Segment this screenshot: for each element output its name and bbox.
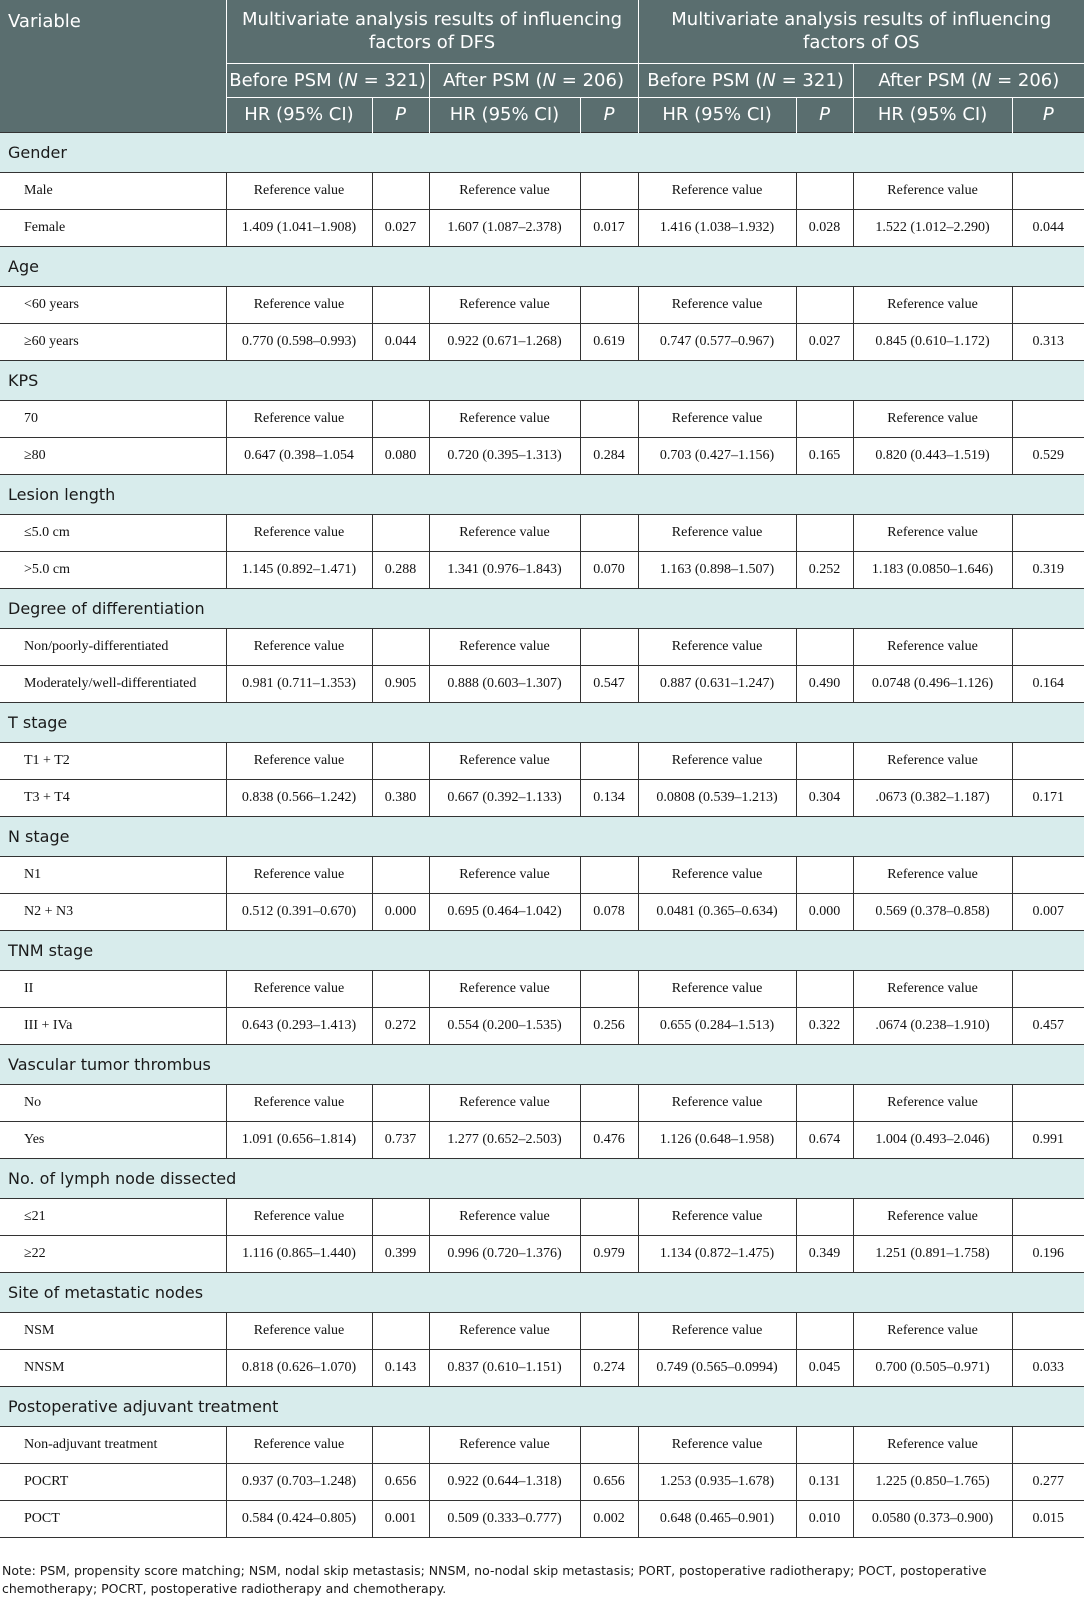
- row-label: POCT: [0, 1500, 226, 1537]
- empty-p-cell: [796, 172, 853, 209]
- p-value-cell: 0.277: [1012, 1463, 1084, 1500]
- hr-cell: 0.647 (0.398–1.054: [226, 437, 372, 474]
- reference-cell: Reference value: [429, 286, 580, 323]
- empty-p-cell: [1012, 856, 1084, 893]
- section-row-age: [0, 246, 1084, 286]
- empty-p-cell: [372, 970, 429, 1007]
- row-label: ≥60 years: [0, 323, 226, 360]
- table-row: [0, 437, 1084, 474]
- p-value-cell: 0.000: [796, 893, 853, 930]
- hr-column-header: HR (95% CI): [853, 97, 1012, 132]
- table-footnote: Note: PSM, propensity score matching; NSM, nodal skip metastasis; NNSM, no-nodal skip metastasis; PORT, postoperative radiotherapy; POCT, postoperative chemotherapy; POCRT, postoperative radiotherapy and chemotherapy.: [2, 1563, 987, 1596]
- empty-p-cell: [580, 400, 638, 437]
- reference-cell: Reference value: [638, 1426, 796, 1463]
- section-title: Lesion length: [0, 474, 1084, 514]
- dfs-after-psm-header: After PSM (N = 206): [429, 63, 638, 97]
- hr-cell: 0.818 (0.626–1.070): [226, 1349, 372, 1386]
- reference-cell: Reference value: [226, 514, 372, 551]
- reference-cell: Reference value: [853, 1198, 1012, 1235]
- hr-cell: 0.922 (0.671–1.268): [429, 323, 580, 360]
- empty-p-cell: [796, 1198, 853, 1235]
- p-value-cell: 0.044: [372, 323, 429, 360]
- empty-p-cell: [1012, 400, 1084, 437]
- empty-p-cell: [372, 172, 429, 209]
- reference-cell: Reference value: [226, 970, 372, 1007]
- p-value-cell: 0.656: [580, 1463, 638, 1500]
- hr-cell: 1.145 (0.892–1.471): [226, 551, 372, 588]
- table-row: [0, 551, 1084, 588]
- p-value-cell: 0.288: [372, 551, 429, 588]
- reference-cell: Reference value: [638, 742, 796, 779]
- empty-p-cell: [372, 1426, 429, 1463]
- reference-cell: Reference value: [853, 856, 1012, 893]
- table-row: [0, 742, 1084, 779]
- reference-cell: Reference value: [226, 400, 372, 437]
- reference-cell: Reference value: [429, 742, 580, 779]
- hr-cell: 1.091 (0.656–1.814): [226, 1121, 372, 1158]
- empty-p-cell: [372, 628, 429, 665]
- empty-p-cell: [796, 628, 853, 665]
- row-label: Non/poorly-differentiated: [0, 628, 226, 665]
- hr-cell: 1.277 (0.652–2.503): [429, 1121, 580, 1158]
- row-label: N1: [0, 856, 226, 893]
- hr-cell: 0.720 (0.395–1.313): [429, 437, 580, 474]
- hr-cell: 1.163 (0.898–1.507): [638, 551, 796, 588]
- reference-cell: Reference value: [638, 400, 796, 437]
- p-column-header: P: [1012, 97, 1084, 132]
- empty-p-cell: [796, 1084, 853, 1121]
- hr-column-header: HR (95% CI): [429, 97, 580, 132]
- hr-cell: 0.837 (0.610–1.151): [429, 1349, 580, 1386]
- table-row: [0, 209, 1084, 246]
- p-value-cell: 0.252: [796, 551, 853, 588]
- hr-cell: 1.341 (0.976–1.843): [429, 551, 580, 588]
- p-column-header: P: [580, 97, 638, 132]
- table-row: [0, 1007, 1084, 1044]
- os-group-header: Multivariate analysis results of influencing factors of OS: [638, 0, 1084, 63]
- hr-cell: 0.996 (0.720–1.376): [429, 1235, 580, 1272]
- section-title: Degree of differentiation: [0, 588, 1084, 628]
- hr-cell: 1.253 (0.935–1.678): [638, 1463, 796, 1500]
- p-value-cell: 0.349: [796, 1235, 853, 1272]
- row-label: ≥80: [0, 437, 226, 474]
- reference-cell: Reference value: [226, 742, 372, 779]
- p-value-cell: 0.457: [1012, 1007, 1084, 1044]
- reference-cell: Reference value: [429, 628, 580, 665]
- table-row: [0, 1500, 1084, 1537]
- table-row: [0, 1121, 1084, 1158]
- row-label: ≤21: [0, 1198, 226, 1235]
- p-value-cell: 0.070: [580, 551, 638, 588]
- empty-p-cell: [372, 1312, 429, 1349]
- p-value-cell: 0.304: [796, 779, 853, 816]
- reference-cell: Reference value: [638, 514, 796, 551]
- p-value-cell: 0.284: [580, 437, 638, 474]
- table-row: [0, 323, 1084, 360]
- hr-cell: 1.522 (1.012–2.290): [853, 209, 1012, 246]
- p-value-cell: 0.045: [796, 1349, 853, 1386]
- reference-cell: Reference value: [226, 1198, 372, 1235]
- hr-cell: 0.648 (0.465–0.901): [638, 1500, 796, 1537]
- section-row-site-of-metastatic-nodes: [0, 1272, 1084, 1312]
- table-row: [0, 1426, 1084, 1463]
- empty-p-cell: [796, 742, 853, 779]
- reference-cell: Reference value: [853, 970, 1012, 1007]
- p-value-cell: 0.027: [796, 323, 853, 360]
- table-row: [0, 1198, 1084, 1235]
- hr-cell: 1.251 (0.891–1.758): [853, 1235, 1012, 1272]
- reference-cell: Reference value: [429, 514, 580, 551]
- section-title: N stage: [0, 816, 1084, 856]
- table-row: [0, 1235, 1084, 1272]
- hr-cell: 0.838 (0.566–1.242): [226, 779, 372, 816]
- p-value-cell: 0.044: [1012, 209, 1084, 246]
- reference-cell: Reference value: [853, 628, 1012, 665]
- hr-cell: 0.820 (0.443–1.519): [853, 437, 1012, 474]
- section-title: TNM stage: [0, 930, 1084, 970]
- hr-cell: 0.749 (0.565–0.0994): [638, 1349, 796, 1386]
- reference-cell: Reference value: [429, 1426, 580, 1463]
- reference-cell: Reference value: [226, 628, 372, 665]
- reference-cell: Reference value: [638, 1198, 796, 1235]
- empty-p-cell: [580, 970, 638, 1007]
- table-row: [0, 893, 1084, 930]
- empty-p-cell: [796, 856, 853, 893]
- empty-p-cell: [580, 286, 638, 323]
- reference-cell: Reference value: [853, 172, 1012, 209]
- row-label: Female: [0, 209, 226, 246]
- row-label: NSM: [0, 1312, 226, 1349]
- row-label: POCRT: [0, 1463, 226, 1500]
- hr-cell: 0.0808 (0.539–1.213): [638, 779, 796, 816]
- section-title: Vascular tumor thrombus: [0, 1044, 1084, 1084]
- table-body: [0, 132, 1084, 1537]
- empty-p-cell: [580, 856, 638, 893]
- empty-p-cell: [796, 970, 853, 1007]
- hr-cell: 0.0481 (0.365–0.634): [638, 893, 796, 930]
- empty-p-cell: [372, 514, 429, 551]
- variable-header: Variable: [0, 0, 226, 132]
- os-after-psm-header: After PSM (N = 206): [853, 63, 1084, 97]
- empty-p-cell: [372, 742, 429, 779]
- section-title: Gender: [0, 132, 1084, 172]
- dfs-before-psm-header: Before PSM (N = 321): [226, 63, 429, 97]
- hr-cell: .0673 (0.382–1.187): [853, 779, 1012, 816]
- hr-cell: 0.937 (0.703–1.248): [226, 1463, 372, 1500]
- p-value-cell: 0.196: [1012, 1235, 1084, 1272]
- reference-cell: Reference value: [226, 1312, 372, 1349]
- table-row: [0, 665, 1084, 702]
- row-label: Moderately/well-differentiated: [0, 665, 226, 702]
- hr-cell: 1.416 (1.038–1.932): [638, 209, 796, 246]
- p-column-header: P: [796, 97, 853, 132]
- reference-cell: Reference value: [638, 286, 796, 323]
- p-value-cell: 0.905: [372, 665, 429, 702]
- p-value-cell: 0.547: [580, 665, 638, 702]
- empty-p-cell: [580, 514, 638, 551]
- hr-cell: 0.512 (0.391–0.670): [226, 893, 372, 930]
- p-value-cell: 0.080: [372, 437, 429, 474]
- empty-p-cell: [1012, 1312, 1084, 1349]
- reference-cell: Reference value: [226, 172, 372, 209]
- reference-cell: Reference value: [853, 742, 1012, 779]
- hr-column-header: HR (95% CI): [226, 97, 372, 132]
- reference-cell: Reference value: [429, 400, 580, 437]
- section-row-n-stage: [0, 816, 1084, 856]
- p-value-cell: 0.322: [796, 1007, 853, 1044]
- p-value-cell: 0.143: [372, 1349, 429, 1386]
- p-value-cell: 0.171: [1012, 779, 1084, 816]
- reference-cell: Reference value: [429, 856, 580, 893]
- hr-cell: 1.225 (0.850–1.765): [853, 1463, 1012, 1500]
- hr-cell: 0.667 (0.392–1.133): [429, 779, 580, 816]
- hr-cell: 0.655 (0.284–1.513): [638, 1007, 796, 1044]
- row-label: T3 + T4: [0, 779, 226, 816]
- row-label: Non-adjuvant treatment: [0, 1426, 226, 1463]
- reference-cell: Reference value: [226, 856, 372, 893]
- row-label: ≥22: [0, 1235, 226, 1272]
- hr-cell: 0.922 (0.644–1.318): [429, 1463, 580, 1500]
- hr-cell: 0.770 (0.598–0.993): [226, 323, 372, 360]
- row-label: III + IVa: [0, 1007, 226, 1044]
- reference-cell: Reference value: [429, 1198, 580, 1235]
- p-column-header: P: [372, 97, 429, 132]
- hr-cell: 0.703 (0.427–1.156): [638, 437, 796, 474]
- section-row-vascular-tumor-thrombus: [0, 1044, 1084, 1084]
- reference-cell: Reference value: [853, 1426, 1012, 1463]
- row-label: Yes: [0, 1121, 226, 1158]
- hr-cell: 0.643 (0.293–1.413): [226, 1007, 372, 1044]
- empty-p-cell: [1012, 514, 1084, 551]
- hr-cell: 0.747 (0.577–0.967): [638, 323, 796, 360]
- p-value-cell: 0.028: [796, 209, 853, 246]
- p-value-cell: 0.078: [580, 893, 638, 930]
- empty-p-cell: [580, 1426, 638, 1463]
- p-value-cell: 0.017: [580, 209, 638, 246]
- table-row: [0, 1084, 1084, 1121]
- hr-cell: 1.126 (0.648–1.958): [638, 1121, 796, 1158]
- empty-p-cell: [372, 400, 429, 437]
- p-value-cell: 0.399: [372, 1235, 429, 1272]
- reference-cell: Reference value: [638, 1084, 796, 1121]
- section-row-postoperative-adjuvant-treatment: [0, 1386, 1084, 1426]
- empty-p-cell: [372, 286, 429, 323]
- reference-cell: Reference value: [226, 1426, 372, 1463]
- table-row: [0, 779, 1084, 816]
- table-row: [0, 514, 1084, 551]
- reference-cell: Reference value: [853, 514, 1012, 551]
- empty-p-cell: [580, 742, 638, 779]
- p-value-cell: 0.319: [1012, 551, 1084, 588]
- empty-p-cell: [1012, 1426, 1084, 1463]
- empty-p-cell: [580, 1084, 638, 1121]
- hr-cell: 0.584 (0.424–0.805): [226, 1500, 372, 1537]
- row-label: 70: [0, 400, 226, 437]
- table-row: [0, 970, 1084, 1007]
- p-value-cell: 0.674: [796, 1121, 853, 1158]
- hr-cell: 1.607 (1.087–2.378): [429, 209, 580, 246]
- empty-p-cell: [372, 1084, 429, 1121]
- hr-cell: 1.409 (1.041–1.908): [226, 209, 372, 246]
- reference-cell: Reference value: [638, 856, 796, 893]
- row-label: >5.0 cm: [0, 551, 226, 588]
- empty-p-cell: [796, 400, 853, 437]
- p-value-cell: 0.656: [372, 1463, 429, 1500]
- p-value-cell: 0.134: [580, 779, 638, 816]
- section-row-t-stage: [0, 702, 1084, 742]
- row-label: No: [0, 1084, 226, 1121]
- row-label: Male: [0, 172, 226, 209]
- p-value-cell: 0.027: [372, 209, 429, 246]
- section-row-lesion-length: [0, 474, 1084, 514]
- empty-p-cell: [796, 1312, 853, 1349]
- empty-p-cell: [1012, 1198, 1084, 1235]
- hr-cell: 0.0748 (0.496–1.126): [853, 665, 1012, 702]
- p-value-cell: 0.737: [372, 1121, 429, 1158]
- dfs-group-header: Multivariate analysis results of influencing factors of DFS: [226, 0, 638, 63]
- empty-p-cell: [1012, 286, 1084, 323]
- hr-cell: 0.845 (0.610–1.172): [853, 323, 1012, 360]
- section-row-kps: [0, 360, 1084, 400]
- table-row: [0, 1349, 1084, 1386]
- reference-cell: Reference value: [429, 1084, 580, 1121]
- section-row-gender: [0, 132, 1084, 172]
- p-value-cell: 0.490: [796, 665, 853, 702]
- empty-p-cell: [580, 628, 638, 665]
- p-value-cell: 0.619: [580, 323, 638, 360]
- table-row: [0, 172, 1084, 209]
- table-row: [0, 1312, 1084, 1349]
- empty-p-cell: [580, 172, 638, 209]
- p-value-cell: 0.007: [1012, 893, 1084, 930]
- p-value-cell: 0.380: [372, 779, 429, 816]
- reference-cell: Reference value: [853, 400, 1012, 437]
- os-before-psm-header: Before PSM (N = 321): [638, 63, 853, 97]
- empty-p-cell: [372, 1198, 429, 1235]
- hr-column-header: HR (95% CI): [638, 97, 796, 132]
- reference-cell: Reference value: [638, 172, 796, 209]
- hr-cell: 1.183 (0.0850–1.646): [853, 551, 1012, 588]
- hr-cell: 1.004 (0.493–2.046): [853, 1121, 1012, 1158]
- p-value-cell: 0.165: [796, 437, 853, 474]
- p-value-cell: 0.015: [1012, 1500, 1084, 1537]
- hr-cell: 0.981 (0.711–1.353): [226, 665, 372, 702]
- empty-p-cell: [580, 1198, 638, 1235]
- section-title: Site of metastatic nodes: [0, 1272, 1084, 1312]
- section-title: No. of lymph node dissected: [0, 1158, 1084, 1198]
- table-row: [0, 1463, 1084, 1500]
- section-title: KPS: [0, 360, 1084, 400]
- reference-cell: Reference value: [638, 628, 796, 665]
- hr-cell: 0.888 (0.603–1.307): [429, 665, 580, 702]
- table-row: [0, 286, 1084, 323]
- reference-cell: Reference value: [429, 970, 580, 1007]
- hr-cell: 0.554 (0.200–1.535): [429, 1007, 580, 1044]
- p-value-cell: 0.274: [580, 1349, 638, 1386]
- p-value-cell: 0.164: [1012, 665, 1084, 702]
- p-value-cell: 0.979: [580, 1235, 638, 1272]
- empty-p-cell: [1012, 1084, 1084, 1121]
- section-row-no-of-lymph-node-dissected: [0, 1158, 1084, 1198]
- reference-cell: Reference value: [638, 1312, 796, 1349]
- hr-cell: 0.509 (0.333–0.777): [429, 1500, 580, 1537]
- row-label: T1 + T2: [0, 742, 226, 779]
- p-value-cell: 0.131: [796, 1463, 853, 1500]
- p-value-cell: 0.529: [1012, 437, 1084, 474]
- reference-cell: Reference value: [429, 172, 580, 209]
- row-label: NNSM: [0, 1349, 226, 1386]
- table-row: [0, 628, 1084, 665]
- p-value-cell: 0.476: [580, 1121, 638, 1158]
- p-value-cell: 0.010: [796, 1500, 853, 1537]
- hr-cell: 1.134 (0.872–1.475): [638, 1235, 796, 1272]
- empty-p-cell: [580, 1312, 638, 1349]
- hr-cell: 1.116 (0.865–1.440): [226, 1235, 372, 1272]
- empty-p-cell: [1012, 172, 1084, 209]
- reference-cell: Reference value: [429, 1312, 580, 1349]
- hr-cell: 0.695 (0.464–1.042): [429, 893, 580, 930]
- reference-cell: Reference value: [226, 286, 372, 323]
- reference-cell: Reference value: [638, 970, 796, 1007]
- empty-p-cell: [796, 1426, 853, 1463]
- hr-cell: .0674 (0.238–1.910): [853, 1007, 1012, 1044]
- reference-cell: Reference value: [853, 1312, 1012, 1349]
- hr-cell: 0.0580 (0.373–0.900): [853, 1500, 1012, 1537]
- p-value-cell: 0.272: [372, 1007, 429, 1044]
- empty-p-cell: [796, 514, 853, 551]
- p-value-cell: 0.001: [372, 1500, 429, 1537]
- section-title: T stage: [0, 702, 1084, 742]
- reference-cell: Reference value: [853, 1084, 1012, 1121]
- empty-p-cell: [796, 286, 853, 323]
- reference-cell: Reference value: [853, 286, 1012, 323]
- hr-cell: 0.569 (0.378–0.858): [853, 893, 1012, 930]
- empty-p-cell: [1012, 742, 1084, 779]
- section-title: Postoperative adjuvant treatment: [0, 1386, 1084, 1426]
- p-value-cell: 0.313: [1012, 323, 1084, 360]
- p-value-cell: 0.000: [372, 893, 429, 930]
- section-row-degree-of-differentiation: [0, 588, 1084, 628]
- empty-p-cell: [372, 856, 429, 893]
- row-label: II: [0, 970, 226, 1007]
- empty-p-cell: [1012, 628, 1084, 665]
- row-label: N2 + N3: [0, 893, 226, 930]
- hr-cell: 0.700 (0.505–0.971): [853, 1349, 1012, 1386]
- hr-cell: 0.887 (0.631–1.247): [638, 665, 796, 702]
- section-title: Age: [0, 246, 1084, 286]
- empty-p-cell: [1012, 970, 1084, 1007]
- row-label: ≤5.0 cm: [0, 514, 226, 551]
- reference-cell: Reference value: [226, 1084, 372, 1121]
- table-row: [0, 400, 1084, 437]
- section-row-tnm-stage: [0, 930, 1084, 970]
- p-value-cell: 0.033: [1012, 1349, 1084, 1386]
- p-value-cell: 0.002: [580, 1500, 638, 1537]
- table-row: [0, 856, 1084, 893]
- row-label: <60 years: [0, 286, 226, 323]
- p-value-cell: 0.991: [1012, 1121, 1084, 1158]
- p-value-cell: 0.256: [580, 1007, 638, 1044]
